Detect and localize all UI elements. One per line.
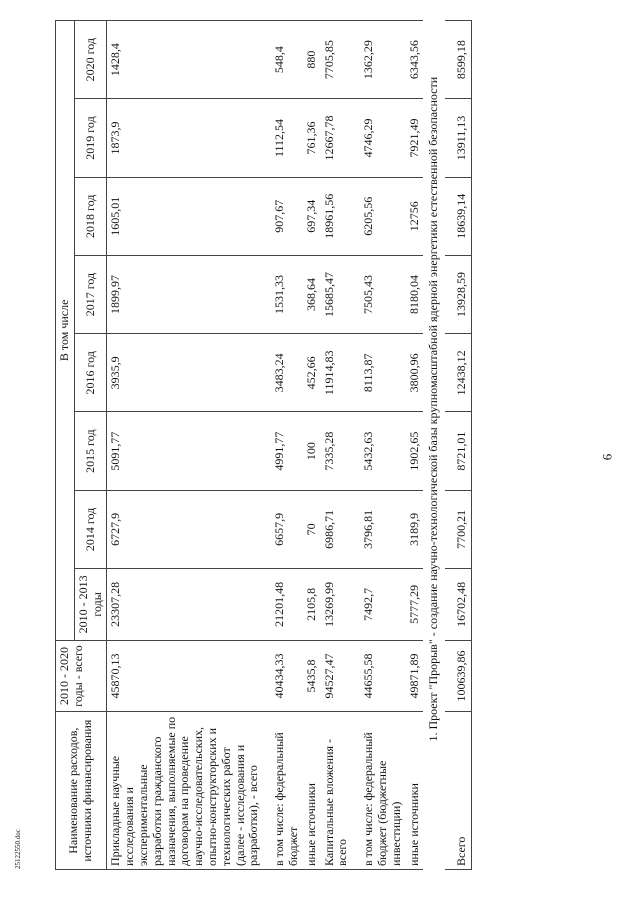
cell-value: 15685,47 [321,255,353,333]
cell-value: 6727,9 [107,490,263,568]
header-year: 2019 год [74,99,107,177]
header-name: Наименование расходов, источники финансирования [56,712,107,870]
cell-value: 18961,56 [321,177,353,255]
cell-value: 6986,71 [321,490,353,568]
row-label: в том числе: федеральный бюджет (бюджетные инвестиции) [352,712,405,870]
table-row [352,21,405,870]
header-year: 2020 год [74,21,107,99]
cell-value: 697,34 [303,177,321,255]
cell-value: 12756 [406,177,424,255]
cell-value: 12667,78 [321,99,353,177]
cell-value: 8113,87 [352,334,405,412]
cell-value: 5432,63 [352,412,405,490]
cell-value: 907,67 [263,177,303,255]
row-label: Всего [445,712,471,870]
cell-value: 5777,29 [406,569,424,641]
cell-value: 7705,85 [321,21,353,99]
cell-value: 13911,13 [445,99,471,177]
cell-value: 8721,01 [445,412,471,490]
header-year: 2016 год [74,334,107,412]
cell-value: 1902,65 [406,412,424,490]
cell-value: 100 [303,412,321,490]
cell-value: 5091,77 [107,412,263,490]
header-year: 2014 год [74,490,107,568]
cell-value: 12438,12 [445,334,471,412]
cell-value: 548,4 [263,21,303,99]
table-row [406,21,424,870]
row-label: иные источники [303,712,321,870]
row-label: в том числе: федеральный бюджет [263,712,303,870]
row-label: Капитальные вложения - всего [321,712,353,870]
cell-value: 3189,9 [406,490,424,568]
cell-value: 368,64 [303,255,321,333]
cell-value: 8599,18 [445,21,471,99]
cell-value: 1873,9 [107,99,263,177]
cell-value: 100639,86 [445,640,471,712]
cell-value: 11914,83 [321,334,353,412]
table-row [303,21,321,870]
cell-value: 3800,96 [406,334,424,412]
cell-value: 7700,21 [445,490,471,568]
cell-value: 3483,24 [263,334,303,412]
cell-value: 8180,04 [406,255,424,333]
header-year: 2010 - 2013 годы [74,569,107,641]
table-row [107,21,263,870]
cell-value: 6657,9 [263,490,303,568]
cell-value: 16702,48 [445,569,471,641]
cell-value: 4991,77 [263,412,303,490]
cell-value: 3935,9 [107,334,263,412]
cell-value: 761,36 [303,99,321,177]
cell-value: 70 [303,490,321,568]
cell-value: 6343,56 [406,21,424,99]
financing-table [55,20,472,870]
header-year: 2017 год [74,255,107,333]
total-row [445,21,471,870]
cell-value: 452,66 [303,334,321,412]
cell-value: 1605,01 [107,177,263,255]
footer-filename: 25122550.doc [14,829,22,869]
cell-value: 45870,13 [107,640,263,712]
cell-value: 5435,8 [303,640,321,712]
page-number: 6 [599,453,615,461]
header-total: 2010 - 2020 годы - всего [56,640,107,712]
cell-value: 94527,47 [321,640,353,712]
cell-value: 1428,4 [107,21,263,99]
header-including: В том числе [56,21,75,641]
row-label: иные источники [406,712,424,870]
cell-value: 23307,28 [107,569,263,641]
table-row [263,21,303,870]
table-row [321,21,353,870]
cell-value: 4746,29 [352,99,405,177]
project-title-row [423,21,445,870]
cell-value: 1899,97 [107,255,263,333]
cell-value: 18639,14 [445,177,471,255]
cell-value: 1112,54 [263,99,303,177]
cell-value: 7335,28 [321,412,353,490]
cell-value: 49871,89 [406,640,424,712]
cell-value: 7505,43 [352,255,405,333]
cell-value: 2105,8 [303,569,321,641]
cell-value: 1531,33 [263,255,303,333]
cell-value: 1362,29 [352,21,405,99]
cell-value: 7921,49 [406,99,424,177]
cell-value: 3796,81 [352,490,405,568]
cell-value: 44655,58 [352,640,405,712]
cell-value: 6205,56 [352,177,405,255]
row-label: Прикладные научные исследования и экспериментальные разработки гражданского назначения, выполняемые по договорам на проведение научно-исследовательских, опытно-конструкторских и технологических работ (далее - исследования и разработки), - всего [107,712,263,870]
cell-value: 7492,7 [352,569,405,641]
project-title: 1. Проект "Прорыв" - создание научно-технологической базы крупномасштабной ядерной энергетики естественной безопасности [426,76,441,742]
cell-value: 21201,48 [263,569,303,641]
header-year: 2018 год [74,177,107,255]
cell-value: 13269,99 [321,569,353,641]
cell-value: 40434,33 [263,640,303,712]
cell-value: 880 [303,21,321,99]
header-year: 2015 год [74,412,107,490]
rotated-table-container [55,10,590,870]
cell-value: 13928,59 [445,255,471,333]
